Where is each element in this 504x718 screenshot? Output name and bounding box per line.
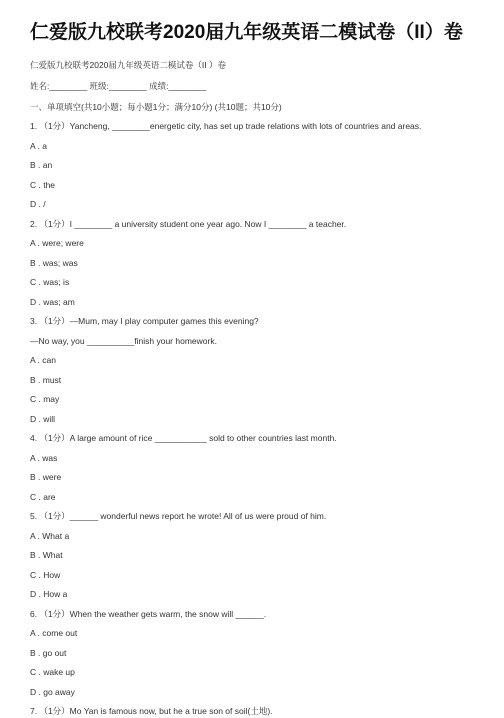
answer-option: C . was; is (30, 277, 70, 287)
answer-option: A . was (30, 452, 58, 463)
section-heading: 一、单项填空(共10小题；每小题1分；满分10分) (共10题；共10分) (30, 102, 282, 112)
answer-option: B . was; was (30, 257, 78, 268)
document-title: 仁爱版九校联考2020届九年级英语二模试卷（II）卷 (30, 22, 463, 43)
question-text: 5. （1分）______ wonderful news report he wrote! All of us were proud of him. (30, 511, 327, 521)
answer-option: A . can (30, 355, 56, 365)
question-2 (30, 219, 474, 231)
answer-option: A . were; were (30, 238, 84, 248)
answer-option: D . How a (30, 589, 68, 599)
question-text: 2. （1分）I ________ a university student one year ago. Now I ________ a teacher. (30, 218, 347, 229)
question-text: 1. （1分）Yancheng, ________energetic city, has set up trade relations with lots of countries and areas. (30, 121, 422, 131)
question-3 (30, 316, 474, 347)
answer-option: C . the (30, 179, 56, 190)
answer-option: C . are (30, 491, 56, 502)
answer-option: D . / (30, 199, 46, 209)
answer-option: C . How (30, 569, 61, 580)
answer-option: B . What (30, 550, 63, 560)
answer-option: D . was; am (30, 296, 75, 307)
question-text: —No way, you __________finish your homework. (30, 335, 217, 346)
question-6 (30, 609, 474, 621)
document-subtitle: 仁爱版九校联考2020届九年级英语二模试卷（II ）卷 (30, 60, 226, 70)
answer-option: A . come out (30, 628, 78, 638)
answer-option: B . go out (30, 647, 67, 658)
answer-option: B . must (30, 374, 62, 385)
answer-option: C . wake up (30, 667, 75, 677)
answer-option: A . What a (30, 530, 70, 541)
question-text: 7. （1分）Mo Yan is famous now, but he a true son of soil(土地). (30, 706, 273, 716)
answer-option: C . may (30, 394, 60, 404)
answer-option: A . a (30, 140, 48, 151)
student-info-line: 姓名:________ 班级:________ 成绩:________ (30, 81, 207, 91)
answer-option: D . go away (30, 686, 75, 697)
question-1 (30, 121, 474, 133)
answer-option: D . will (30, 413, 56, 424)
question-7 (30, 706, 474, 718)
question-5 (30, 511, 474, 523)
question-text: 6. （1分）When the weather gets warm, the snow will ______. (30, 608, 267, 619)
question-4 (30, 433, 474, 445)
question-text: 3. （1分）—Mum, may I play computer games this evening? (30, 316, 259, 326)
answer-option: B . were (30, 472, 62, 482)
answer-option: B . an (30, 160, 53, 170)
question-text: 4. （1分）A large amount of rice ___________ sold to other countries last month. (30, 433, 337, 443)
question-list (30, 121, 474, 718)
